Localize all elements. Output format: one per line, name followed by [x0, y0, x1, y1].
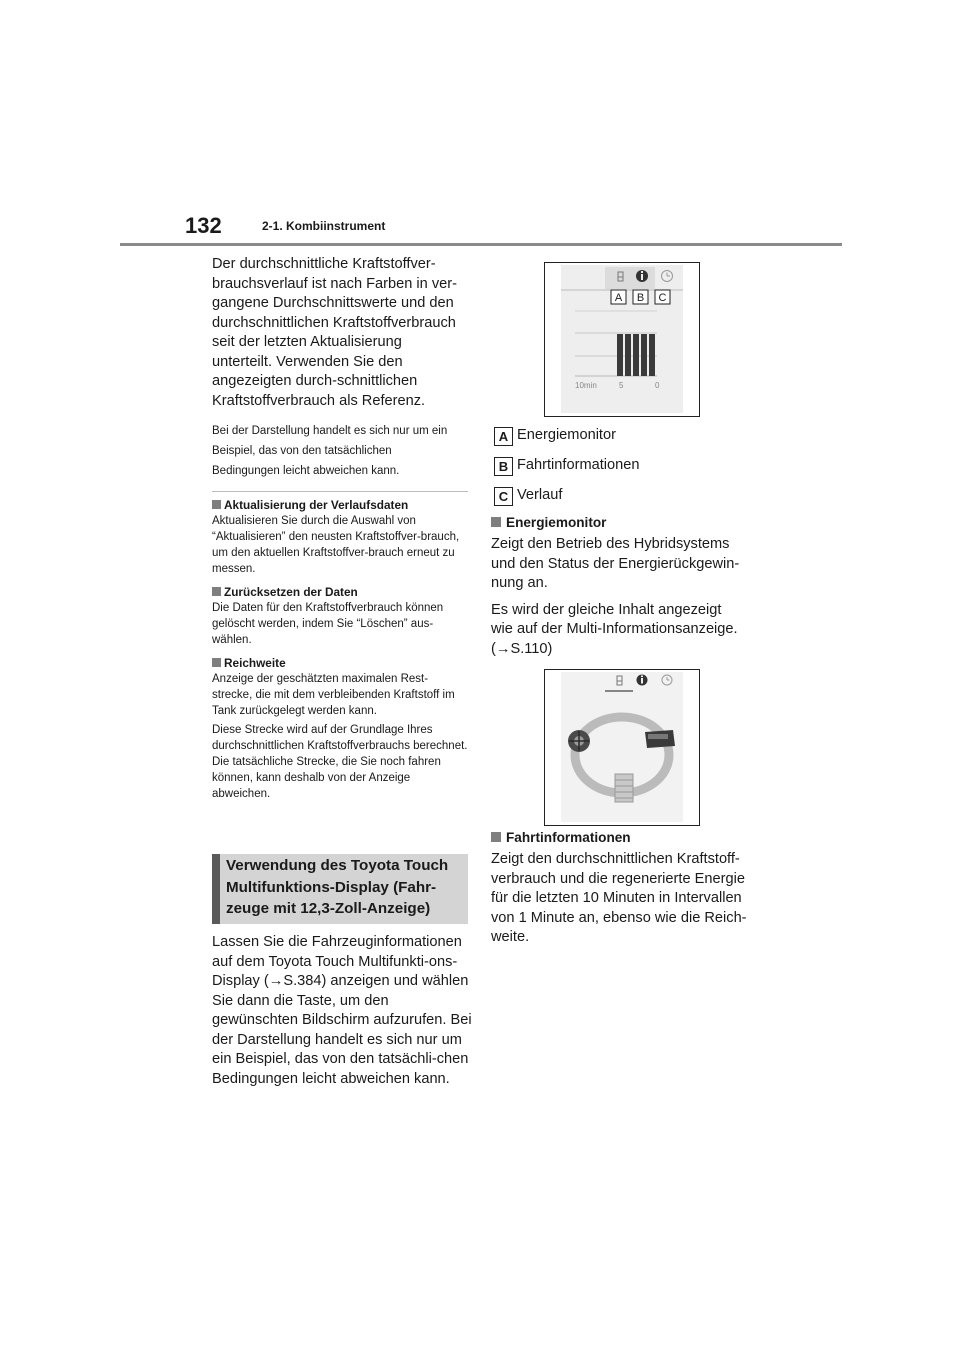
left-column: [212, 255, 472, 481]
legend-key-c: C: [494, 487, 513, 506]
history-bar: [617, 334, 623, 376]
trip-text: Zeigt den durchschnittlichen Kraftstoff-verbrauch und die regenerierte Energie für die letzten 10 Minuten in Intervallen von 1 Minute an, ebenso wie die Reich-weite.: [491, 851, 747, 945]
energy-text-1: Zeigt den Betrieb des Hybridsystems und den Status der Energierückgewin-nung an.: [491, 536, 740, 591]
example-note: Bei der Darstellung handelt es sich nur um ein Beispiel, das von den tatsächlichen Bedingungen leicht abweichen kann.: [212, 425, 448, 477]
energy-title: [491, 513, 753, 533]
trip-title: [491, 828, 753, 848]
legend-item-a: [494, 426, 616, 446]
trip-title-text: Fahrtinformationen: [506, 830, 631, 845]
info-tab-icon: [637, 675, 648, 686]
legend-key-b: B: [494, 457, 513, 476]
range-text-3: Die tatsächliche Strecke, die Sie noch fahren können, kann deshalb von der Anzeige abweichen.: [212, 756, 441, 800]
legend-item-b: [494, 456, 640, 476]
reset-text: Die Daten für den Kraftstoffverbrauch können gelöscht werden, indem Sie “Löschen” aus-wählen.: [212, 602, 444, 646]
chapter-title: 2-1. Kombiinstrument: [262, 219, 386, 233]
wheel-icon: [568, 730, 590, 752]
section-heading-bar: [212, 854, 220, 924]
history-bar: [649, 334, 655, 376]
update-title: [212, 497, 470, 513]
energy-monitor-screen: [544, 669, 700, 826]
axis-label-10min: 10min: [575, 381, 597, 390]
energy-monitor-section: [491, 513, 753, 659]
trip-info-section: [491, 828, 753, 948]
legend-item-c: [494, 486, 562, 506]
axis-label-0: 0: [655, 381, 660, 390]
legend-label-b: Fahrtinformationen: [517, 457, 640, 473]
range-text-2: Diese Strecke wird auf der Grundlage Ihres durchschnittlichen Kraftstoffverbrauchs berechnet.: [212, 724, 468, 752]
energy-monitor-graphic: [545, 670, 699, 825]
history-bar: [633, 334, 639, 376]
bullet-square-icon: [491, 517, 501, 527]
history-bar: [625, 334, 631, 376]
bullet-square-icon: [212, 500, 221, 509]
axis-label-5: 5: [619, 381, 624, 390]
reset-title-text: Zurücksetzen der Daten: [224, 585, 358, 599]
callout-c: C: [658, 292, 667, 304]
reset-title: [212, 584, 470, 600]
legend-label-c: Verlauf: [517, 487, 563, 503]
callout-b: B: [636, 292, 645, 304]
battery-icon: [615, 774, 633, 802]
intro-paragraph: Der durchschnittliche Kraftstoffver-brauchsverlauf ist nach Farben in ver-gangene Durchschnittswerte und den durchschnittlichen Kraftstoffverbrauch seit der letzten Aktualisierung unterteilt. Verwenden Sie den angezeigten durch-schnittlichen Kraftstoffverbrauch als Referenz.: [212, 256, 457, 409]
header-rule: [120, 243, 842, 246]
section-body: [212, 933, 474, 1089]
history-screen: [544, 262, 700, 417]
range-title-text: Reichweite: [224, 656, 286, 670]
legend-label-a: Energiemonitor: [517, 427, 616, 443]
bullet-square-icon: [212, 658, 221, 667]
energy-text-2: Es wird der gleiche Inhalt angezeigt wie auf der Multi-Informationsanzeige. (→S.110): [491, 601, 738, 657]
update-title-text: Aktualisierung der Verlaufsdaten: [224, 498, 409, 512]
history-screen-graphic: [545, 263, 699, 416]
engine-icon: [645, 730, 675, 748]
bullet-square-icon: [491, 832, 501, 842]
section-heading: Verwendung des Toyota Touch Multifunktions-Display (Fahr-zeuge mit 12,3-Zoll-Anzeige): [226, 857, 449, 917]
left-divider: [212, 491, 468, 492]
energy-title-text: Energiemonitor: [506, 515, 607, 530]
legend-key-a: A: [494, 427, 513, 446]
bullet-square-icon: [212, 587, 221, 596]
callout-a: A: [614, 292, 623, 304]
history-bar: [641, 334, 647, 376]
range-title: [212, 655, 470, 671]
info-tab-icon: [636, 270, 648, 282]
range-text-1: Anzeige der geschätzten maximalen Rest-strecke, die mit dem verbleibenden Kraftstoff im Tank zurückgelegt werden kann.: [212, 673, 455, 717]
section-paragraph: Lassen Sie die Fahrzeuginformationen auf dem Toyota Touch Multifunkti-ons-Display (→S.384) anzeigen und wählen Sie dann die Taste, um den gewünschten Bildschirm aufzurufen. Bei der Darstellung handelt es sich nur um ein Beispiel, das von den tatsächli-chen Bedingungen leicht abweichen kann.: [212, 934, 472, 1087]
page-number: 132: [185, 213, 222, 238]
update-text: Aktualisieren Sie durch die Auswahl von “Aktualisieren” den neusten Kraftstoffver-brauch, um den aktuellen Kraftstoffver-brauch erneut zu messen.: [212, 515, 460, 575]
left-subsections: [212, 497, 470, 802]
